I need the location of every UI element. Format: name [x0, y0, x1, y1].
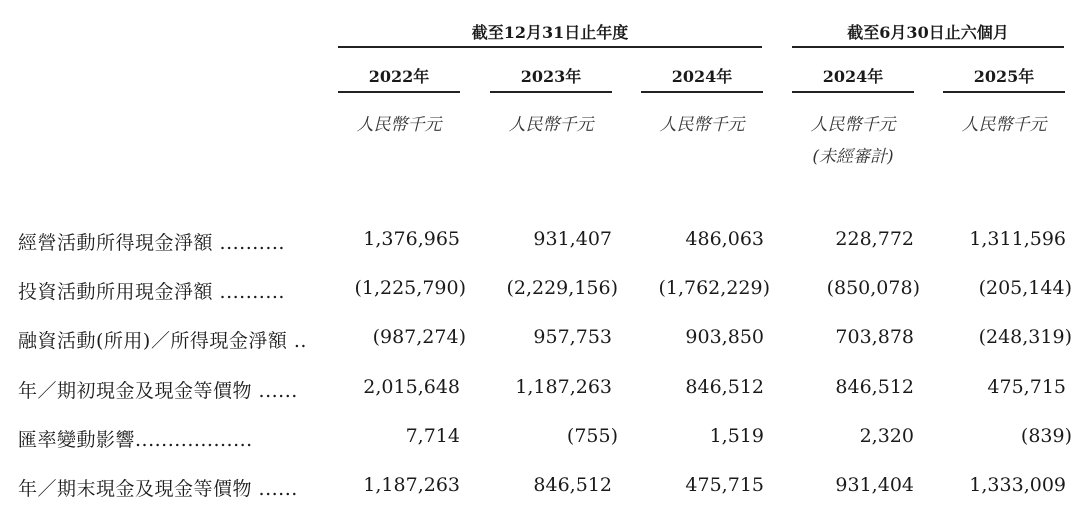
year-header-3: 2024年 — [671, 67, 733, 86]
cell-fx-2025h1: (839) — [1020, 425, 1072, 447]
cell-opening-2025h1: 475,715 — [987, 376, 1066, 398]
year-header-2: 2023年 — [520, 67, 582, 86]
row-label-closing-cash: 年／期末現金及現金等價物 ...... — [18, 478, 298, 500]
row-label-investing: 投資活動所用現金淨額 .......... — [18, 281, 285, 303]
cell-operating-2022: 1,376,965 — [363, 228, 460, 250]
cell-opening-2024: 846,512 — [685, 376, 764, 398]
cell-closing-2024: 475,715 — [685, 474, 764, 496]
cell-investing-2022: (1,225,790) — [354, 277, 466, 299]
unit-label-2: 人民幣千元 — [508, 115, 594, 135]
cell-financing-2024h1: 703,878 — [835, 326, 914, 348]
unit-label-5: 人民幣千元 — [961, 115, 1047, 135]
cell-fx-2024h1: 2,320 — [859, 425, 914, 447]
unit-label-4: 人民幣千元 — [810, 115, 896, 135]
year-underline-1 — [338, 91, 460, 93]
header-divider-6m — [792, 46, 1064, 48]
cell-financing-2024: 903,850 — [685, 326, 764, 348]
cell-investing-2025h1: (205,144) — [978, 277, 1072, 299]
year-underline-5 — [943, 91, 1065, 93]
row-label-fx-effect: 匯率變動影響.................. — [18, 429, 253, 451]
cell-fx-2023: (755) — [566, 425, 618, 447]
row-label-financing: 融資活動(所用)／所得現金淨額 .. — [18, 330, 307, 352]
cell-closing-2022: 1,187,263 — [363, 474, 460, 496]
year-header-4: 2024年 — [822, 67, 884, 86]
cell-fx-2022: 7,714 — [405, 425, 460, 447]
cell-investing-2023: (2,229,156) — [506, 277, 618, 299]
year-underline-2 — [490, 91, 612, 93]
cell-fx-2024: 1,519 — [709, 425, 764, 447]
cell-financing-2023: 957,753 — [533, 326, 612, 348]
cell-financing-2022: (987,274) — [372, 326, 466, 348]
cell-opening-2022: 2,015,648 — [363, 376, 460, 398]
row-label-opening-cash: 年／期初現金及現金等價物 ...... — [18, 380, 298, 402]
year-header-1: 2022年 — [368, 67, 430, 86]
unaudited-note: (未經審計) — [812, 147, 894, 167]
cell-investing-2024h1: (850,078) — [826, 277, 920, 299]
year-underline-4 — [792, 91, 914, 93]
cell-closing-2023: 846,512 — [533, 474, 612, 496]
year-underline-3 — [641, 91, 763, 93]
cell-financing-2025h1: (248,319) — [978, 326, 1072, 348]
cell-opening-2024h1: 846,512 — [835, 376, 914, 398]
cell-operating-2025h1: 1,311,596 — [969, 228, 1066, 250]
cell-operating-2023: 931,407 — [533, 228, 612, 250]
cell-opening-2023: 1,187,263 — [515, 376, 612, 398]
header-divider-fy — [338, 46, 762, 48]
header-fiscal-year-group: 截至12月31日止年度 — [471, 23, 629, 42]
cell-closing-2025h1: 1,333,009 — [969, 474, 1066, 496]
cell-operating-2024h1: 228,772 — [835, 228, 914, 250]
header-six-month-group: 截至6月30日止六個月 — [847, 23, 1009, 42]
year-header-5: 2025年 — [973, 67, 1035, 86]
cell-investing-2024: (1,762,229) — [658, 277, 770, 299]
cell-closing-2024h1: 931,404 — [835, 474, 914, 496]
unit-label-3: 人民幣千元 — [659, 115, 745, 135]
cell-operating-2024: 486,063 — [685, 228, 764, 250]
unit-label-1: 人民幣千元 — [356, 115, 442, 135]
row-label-operating: 經營活動所得現金淨額 .......... — [18, 232, 285, 254]
